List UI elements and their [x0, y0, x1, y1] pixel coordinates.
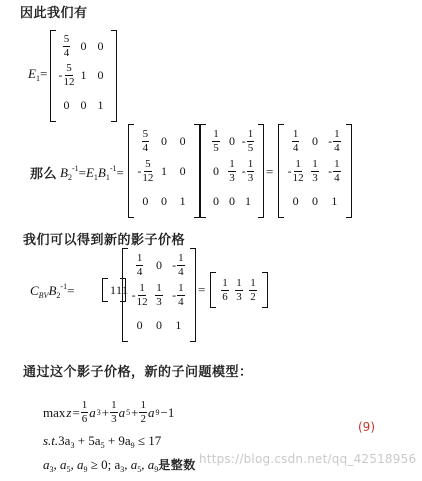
matrix-entry: 0	[311, 133, 318, 148]
left-bracket	[210, 272, 216, 308]
left-bracket	[122, 248, 128, 342]
matrix-entry: - $\frac{1}{12}$	[131, 281, 148, 308]
matrix-entry: 0	[97, 68, 104, 83]
matrix-entry: 1	[179, 193, 186, 208]
matrix-entry: $\frac{5}{4}$	[63, 33, 70, 60]
row-vector-result	[210, 272, 268, 308]
left-bracket	[200, 124, 206, 218]
matrix-entry: $\frac{1}{5}$	[213, 127, 219, 154]
matrix-b2-inverse-copy	[122, 248, 196, 342]
matrix-entry: 0	[136, 317, 143, 332]
matrix-entry: 1	[175, 317, 182, 332]
matrix-entry: 0	[97, 39, 104, 54]
left-bracket	[102, 278, 108, 302]
matrix-entry: - $\frac{5}{12}$	[58, 62, 75, 89]
objective-line: max z = $\frac{1}{6}$ a 3 + $\frac{1}{3}$ a 5 + $\frac{1}{2}$ a 9 −1	[43, 399, 175, 425]
matrix-entry: 0	[80, 97, 87, 112]
matrix-entry: 0	[229, 193, 235, 208]
matrix-entry: $\frac{1}{3}$	[229, 157, 235, 184]
frac-c1: $\frac{1}{6}$	[81, 399, 88, 425]
matrix-entry: $\frac{1}{6}$	[222, 276, 228, 303]
heading-subproblem: 通过这个影子价格，新的子问题模型：	[23, 365, 253, 380]
heading-therefore: 因此我们有	[20, 6, 88, 21]
right-bracket	[190, 248, 196, 342]
e1-label: $E_1=$	[28, 66, 48, 83]
matrix-entry: 0	[213, 193, 219, 208]
cbv-label: $C_{BV}B_2^{-1}=$	[30, 282, 75, 300]
frac-c2: $\frac{1}{3}$	[111, 399, 117, 425]
matrix-entry: 0	[142, 193, 149, 208]
matrix-entry: 0	[160, 193, 167, 208]
matrix-entry: 0	[179, 163, 186, 178]
b2inv-label: $B_2^{-1}=E_1B_1^{-1}=$	[60, 164, 124, 182]
matrix-entry: 1	[160, 163, 167, 178]
matrix-entry: 0	[229, 133, 235, 148]
left-bracket	[50, 30, 56, 122]
right-bracket	[262, 272, 268, 308]
watermark: https://blog.csdn.net/qq_42518956	[199, 452, 417, 466]
matrix-entry: 0	[160, 133, 167, 148]
matrix-entry: $\frac{1}{3}$	[236, 276, 242, 303]
matrix-entry: - $\frac{1}{5}$	[241, 127, 254, 154]
matrix-entry: 1	[80, 68, 87, 83]
matrix-entry: 1	[116, 282, 122, 297]
right-bracket	[111, 30, 117, 122]
matrix-entry: 1	[122, 282, 128, 297]
matrix-entry: 0	[213, 163, 219, 178]
matrix-entry: $\frac{1}{4}$	[136, 251, 143, 278]
matrix-entry: $\frac{5}{4}$	[142, 127, 149, 154]
matrix-e1-copy	[128, 124, 200, 218]
matrix-entry: 0	[155, 317, 162, 332]
matrix-b1-inverse	[200, 124, 264, 218]
matrix-entry: - $\frac{5}{12}$	[137, 157, 154, 184]
matrix-entry: 0	[292, 193, 299, 208]
matrix-entry: $\frac{1}{3}$	[156, 281, 162, 308]
right-bracket	[258, 124, 264, 218]
domain-line: $a_3$, $a_5$, $a_9 \ge 0$; $a_3$, $a_5$, $a_9$是整数	[43, 457, 196, 474]
matrix-entry: 0	[311, 193, 318, 208]
matrix-e1	[50, 30, 117, 122]
matrix-entry: - $\frac{1}{4}$	[328, 157, 340, 184]
left-bracket	[278, 124, 284, 218]
matrix-entry: $\frac{1}{4}$	[292, 127, 299, 154]
matrix-entry: 0	[63, 97, 70, 112]
equals-sign-2: =	[198, 282, 206, 297]
matrix-entry: 0	[179, 133, 186, 148]
matrix-entry: 1	[97, 97, 104, 112]
matrix-entry: - $\frac{1}{4}$	[172, 251, 184, 278]
constraint-line: $s.t.3a_3 + 5a_5 + 9a_9 \le 17$	[43, 433, 162, 450]
frac-c3: $\frac{1}{2}$	[140, 399, 146, 425]
matrix-entry: - $\frac{1}{4}$	[328, 127, 340, 154]
right-bracket	[346, 124, 352, 218]
matrix-entry: 0	[155, 257, 162, 272]
heading-shadow-price: 我们可以得到新的影子价格	[23, 233, 186, 248]
heading-then: 那么	[30, 167, 58, 182]
matrix-entry: 1	[245, 193, 251, 208]
matrix-entry: 1	[110, 282, 116, 297]
matrix-entry: - $\frac{1}{3}$	[241, 157, 254, 184]
matrix-entry: - $\frac{1}{12}$	[287, 157, 304, 184]
matrix-entry: $\frac{1}{2}$	[250, 276, 256, 303]
matrix-entry: $\frac{1}{3}$	[312, 157, 318, 184]
matrix-b2-inverse	[278, 124, 352, 218]
matrix-entry: 1	[331, 193, 338, 208]
equation-number: (9)	[358, 420, 375, 434]
left-bracket	[128, 124, 134, 218]
equals-sign: =	[266, 164, 274, 179]
matrix-entry: - $\frac{1}{4}$	[172, 281, 184, 308]
matrix-entry: 0	[80, 39, 87, 54]
